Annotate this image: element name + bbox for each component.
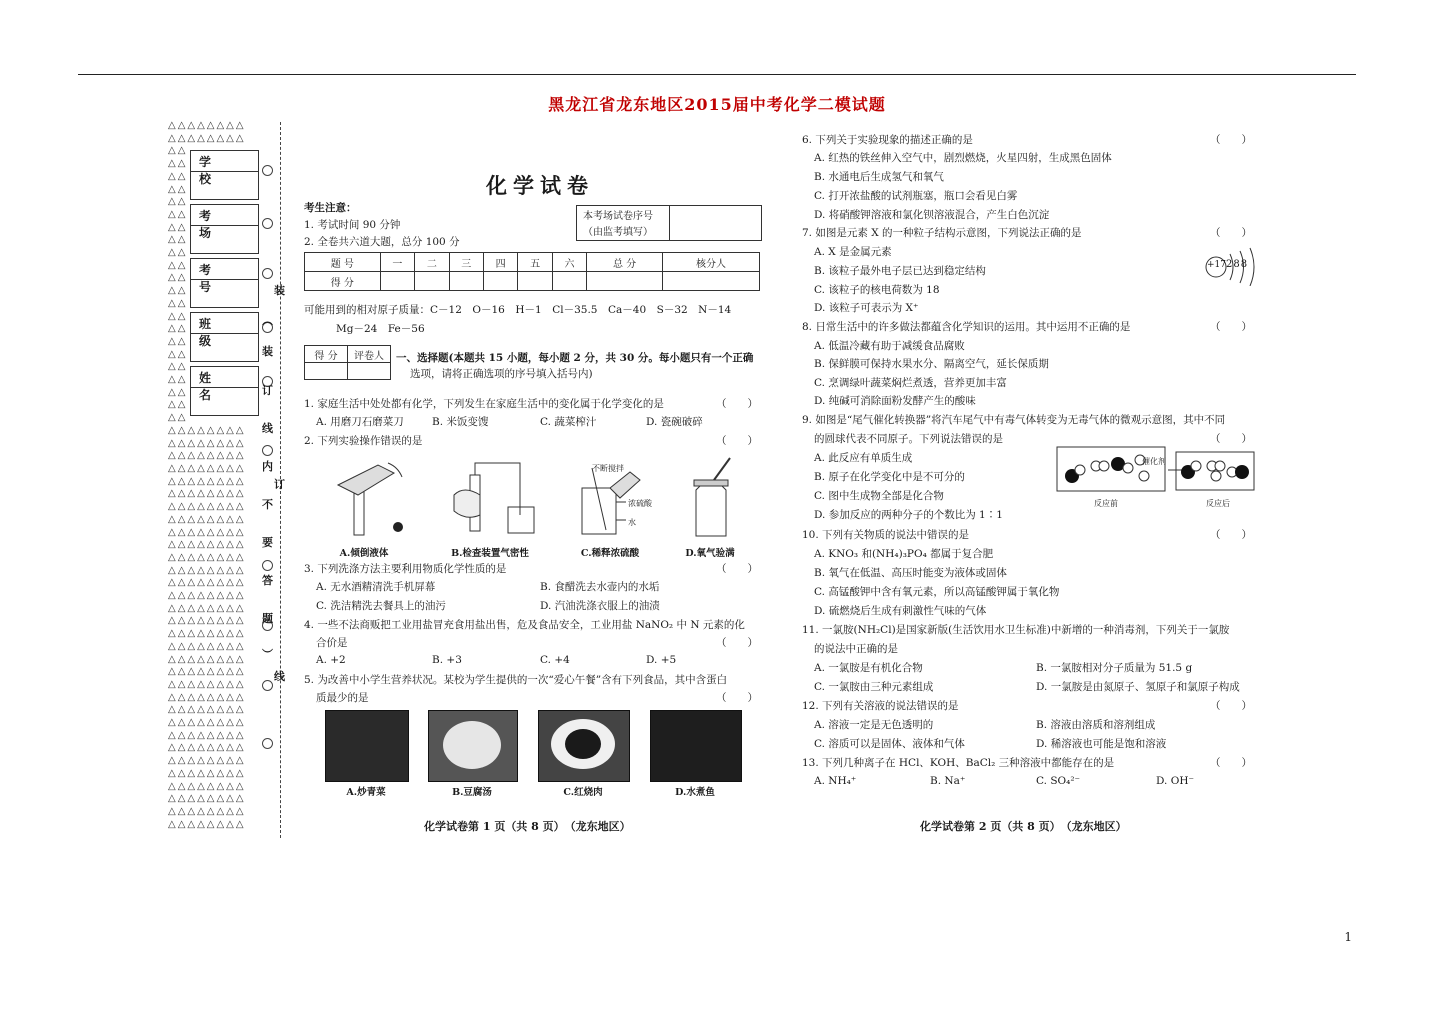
figure-caption: C.红烧肉 — [563, 787, 603, 798]
binding-char: 订 — [274, 478, 285, 491]
score-cell: 题 号 — [305, 253, 381, 272]
option: A. X 是金属元素 — [814, 246, 892, 258]
question-11: 的说法中正确的是 — [814, 643, 898, 655]
option: A. 溶液一定是无色透明的 — [814, 719, 934, 731]
shell-label: 288 — [1226, 259, 1249, 270]
option: B. 米饭变馊 — [432, 416, 489, 428]
page-number: 1 — [1344, 930, 1352, 944]
option: B. +3 — [432, 654, 462, 666]
food-photo — [325, 710, 409, 782]
option: C. 图中生成物全部是化合物 — [814, 490, 944, 502]
before-label: 反应前 — [1094, 499, 1118, 508]
atomic-mass-line: Mg－24 Fe－56 — [336, 323, 425, 335]
after-label: 反应后 — [1206, 499, 1230, 508]
seat-number-box — [576, 205, 762, 241]
binding-hole-icon — [262, 445, 273, 456]
score-cell: 五 — [518, 253, 552, 272]
answer-blank[interactable]: （ ） — [1210, 529, 1252, 541]
option: A. 低温冷藏有助于减缓食品腐败 — [814, 340, 965, 352]
binding-char: 要 — [262, 536, 273, 549]
seat-label: 本考场试卷序号 — [583, 211, 653, 222]
document-title: 黑龙江省龙东地区2015届中考化学二模试题 — [548, 95, 886, 114]
option: D. 稀溶液也可能是饱和溶液 — [1036, 738, 1167, 750]
question-4: 4. 一些不法商贩把工业用盐冒充食用盐出售，危及食品安全，工业用盐 NaNO₂ 中 N 元素的化 — [304, 619, 745, 631]
scorer-cell: 评卷人 — [348, 346, 391, 363]
binding-hole-icon — [262, 218, 273, 229]
answer-blank[interactable]: （ ） — [1210, 227, 1252, 239]
binding-char: 不 — [262, 498, 273, 511]
figure-caption: B.检查装置气密性 — [451, 548, 529, 559]
score-cell: 一 — [380, 253, 414, 272]
option: B. 水通电后生成氢气和氧气 — [814, 171, 944, 183]
answer-blank[interactable]: （ ） — [1210, 757, 1252, 769]
option: B. 该粒子最外电子层已达到稳定结构 — [814, 265, 986, 277]
option: D. 汽油洗涤衣服上的油渍 — [540, 600, 660, 612]
option: C. 洗洁精洗去餐具上的油污 — [316, 600, 446, 612]
option: D. 该粒子可表示为 X⁺ — [814, 302, 919, 314]
score-input[interactable] — [380, 272, 414, 291]
option: D. 将硝酸钾溶液和氯化钡溶液混合，产生白色沉淀 — [814, 209, 1050, 221]
page-footer: 化学试卷第 1 页（共 8 页） （龙东地区） — [424, 820, 631, 833]
scorer-input[interactable] — [348, 363, 391, 380]
option: C. 蔬菜榨汁 — [540, 416, 597, 428]
question-9: 的圆球代表不同原子。下列说法错误的是 — [814, 433, 1003, 445]
figure-caption: D.水煮鱼 — [675, 787, 715, 798]
option: C. 溶质可以是固体、液体和气体 — [814, 738, 965, 750]
question-6: 6. 下列关于实验现象的描述正确的是 — [802, 134, 973, 146]
binding-char: 装 — [262, 345, 273, 358]
top-rule — [78, 74, 1356, 75]
atomic-mass-line: 可能用到的相对原子质量：C－12 O－16 H－1 Cl－35.5 Ca－40 S－32 N－14 — [304, 304, 732, 316]
option: B. 原子在化学变化中是不可分的 — [814, 471, 965, 483]
score-input[interactable] — [587, 272, 663, 291]
section-heading: 一、选择题(本题共 15 小题，每小题 2 分，共 30 分。每小题只有一个正确 — [396, 352, 754, 364]
answer-blank[interactable]: （ ） — [716, 692, 758, 704]
option: A. 无水酒精清洗手机屏幕 — [316, 581, 436, 593]
option: C. SO₄²⁻ — [1036, 775, 1081, 787]
option: C. 高锰酸钾中含有氧元素，所以高锰酸钾属于氧化物 — [814, 586, 1060, 598]
option: D. 瓷碗破碎 — [646, 416, 703, 428]
figure-label: 浓硫酸 — [628, 499, 652, 508]
school-field[interactable]: 学 校 — [190, 150, 259, 200]
binding-hole-icon — [262, 268, 273, 279]
score-cell: 核分人 — [662, 253, 759, 272]
score-input[interactable] — [552, 272, 586, 291]
question-8: 8. 日常生活中的许多做法都蕴含化学知识的运用。其中运用不正确的是 — [802, 321, 1131, 333]
score-table-score-row — [305, 272, 760, 291]
triangle-border-pattern: △△△△△△△△ △△△△△△△△ △△ △△ △△ △△ △△ △△ △△ △△ △△ △△ △△ △△ △△ △△ △△ △△ △△ △△ △△ △△ △△ △△ △△△△△△△△ △△△△△△△△ △△△△△△△△ △△△△△△△△ △△△△△△△△ △△△△△△△△ △△△△△△△△ △△△△△△△△ △△△△△△△△ △△△△△△△△ △△△△△△△△ △△△△△△△△ △△△△△△△△ △△△△△△△△ △△△△△△△△ △△△△△△△△ △△△△△△△△ △△△△△△△△ △△△△△△△△ △△△△△△△△ △△△△△△△△ △△△△△△△△ △△△△△△△△ △△△△△△△△ △△△△△△△△ △△△△△△△△ △△△△△△△△ △△△△△△△△ △△△△△△△△ △△△△△△△△ △△△△△△△△ △△△△△△△△ — [168, 120, 246, 830]
question-1: 1. 家庭生活中处处都有化学，下列发生在家庭生活中的变化属于化学变化的是 — [304, 398, 664, 410]
answer-blank[interactable]: （ ） — [716, 637, 758, 649]
question-2: 2. 下列实验操作错误的是 — [304, 435, 423, 447]
food-photo — [428, 710, 518, 782]
score-table-header-row — [305, 253, 760, 272]
question-3: 3. 下列洗涤方法主要利用物质化学性质的是 — [304, 563, 507, 575]
score-table — [304, 252, 760, 291]
question-5: 5. 为改善中小学生营养状况。某校为学生提供的一次“爱心午餐”含有下列食品，其中含蛋白 — [304, 674, 728, 686]
question-13: 13. 下列几种离子在 HCl、KOH、BaCl₂ 三种溶液中都能存在的是 — [802, 757, 1115, 769]
question-4: 合价是 — [316, 637, 348, 649]
option: C. 烹调绿叶蔬菜焖烂煮透，营养更加丰富 — [814, 377, 1007, 389]
scorer-input[interactable] — [305, 363, 348, 380]
option: A. NH₄⁺ — [814, 775, 857, 787]
reaction-diagram — [1056, 446, 1256, 496]
option: C. 该粒子的核电荷数为 18 — [814, 284, 940, 296]
binding-hole-icon — [262, 560, 273, 571]
score-cell: 得 分 — [305, 272, 381, 291]
question-7: 7. 如图是元素 X 的一种粒子结构示意图，下列说法正确的是 — [802, 227, 1082, 239]
option: A. KNO₃ 和(NH₄)₃PO₄ 都属于复合肥 — [814, 548, 994, 560]
option: B. 食醋洗去水壶内的水垢 — [540, 581, 660, 593]
score-cell: 二 — [415, 253, 449, 272]
option: D. 一氯胺是由氮原子、氢原子和氯原子构成 — [1036, 681, 1240, 693]
exam-number-field[interactable]: 考 号 — [190, 258, 259, 308]
answer-blank[interactable]: （ ） — [716, 435, 758, 447]
binding-char: ︵ — [262, 314, 273, 327]
option: B. Na⁺ — [930, 775, 966, 787]
binding-hole-icon — [262, 165, 273, 176]
option: A. 红热的铁丝伸入空气中，剧烈燃烧，火星四射，生成黑色固体 — [814, 152, 1112, 164]
answer-blank[interactable]: （ ） — [716, 563, 758, 575]
answer-blank[interactable]: （ ） — [1210, 321, 1252, 333]
name-field[interactable]: 姓 名 — [190, 366, 259, 416]
question-11: 11. 一氯胺(NH₂Cl)是国家新版(生活饮用水卫生标准)中新增的一种消毒剂，下列关于一氯胺 — [802, 624, 1230, 636]
answer-blank[interactable]: （ ） — [716, 398, 758, 410]
answer-blank[interactable]: （ ） — [1210, 134, 1252, 146]
figure-caption: A.倾倒液体 — [339, 548, 389, 559]
figure-caption: A.炒青菜 — [346, 787, 386, 798]
exam-room-field[interactable]: 考 场 — [190, 204, 259, 254]
option: D. 硫燃烧后生成有刺激性气味的气体 — [814, 605, 987, 617]
question-9: 9. 如图是“尾气催化转换器”将汽车尾气中有毒气体转变为无毒气体的微观示意图，其中不同 — [802, 414, 1226, 426]
scorer-cell: 得 分 — [305, 346, 348, 363]
question-12: 12. 下列有关溶液的说法错误的是 — [802, 700, 959, 712]
option: D. 参加反应的两种分子的个数比为 1∶1 — [814, 509, 1003, 521]
section-heading: 选项，请将正确选项的序号填入括号内) — [410, 368, 593, 380]
pour-liquid-figure — [318, 455, 410, 543]
nucleus-label: +17 — [1207, 260, 1226, 270]
notice-title: 考生注意： — [304, 202, 357, 214]
binding-char: 题 — [262, 612, 273, 625]
option: C. +4 — [540, 654, 570, 666]
seat-note: （由监考填写） — [583, 227, 653, 238]
scorer-table — [304, 345, 391, 380]
option: B. 一氯胺相对分子质量为 51.5 g — [1036, 662, 1193, 674]
oxygen-test-figure — [680, 456, 740, 544]
page-footer: 化学试卷第 2 页（共 8 页） （龙东地区） — [920, 820, 1127, 833]
question-5: 质最少的是 — [316, 692, 369, 704]
exam-title: 化学试卷 — [486, 174, 594, 198]
binding-char: 线 — [274, 670, 285, 683]
score-cell: 四 — [483, 253, 517, 272]
option: D. +5 — [646, 654, 677, 666]
figure-label: 不断搅拌 — [592, 464, 624, 473]
binding-char: 答 — [262, 574, 273, 587]
food-photo — [650, 710, 742, 782]
score-input[interactable] — [415, 272, 449, 291]
option: D. OH⁻ — [1156, 775, 1195, 787]
option: A. 此反应有单质生成 — [814, 452, 913, 464]
score-input[interactable] — [662, 272, 759, 291]
notice-item: 1. 考试时间 90 分钟 — [304, 219, 401, 231]
binding-char: 线 — [262, 422, 273, 435]
binding-char: 内 — [262, 460, 273, 473]
option: C. 一氯胺由三种元素组成 — [814, 681, 934, 693]
score-input[interactable] — [483, 272, 517, 291]
answer-blank[interactable]: （ ） — [1210, 433, 1252, 445]
score-cell: 六 — [552, 253, 586, 272]
option: A. 一氯胺是有机化合物 — [814, 662, 923, 674]
binding-char: 装 — [274, 284, 285, 297]
binding-char: ︶ — [262, 648, 273, 661]
binding-hole-icon — [262, 680, 273, 691]
option: A. 用磨刀石磨菜刀 — [316, 416, 404, 428]
notice-item: 2. 全卷共六道大题，总分 100 分 — [304, 236, 460, 248]
class-field[interactable]: 班 级 — [190, 312, 259, 362]
question-10: 10. 下列有关物质的说法中错误的是 — [802, 529, 970, 541]
option: B. 溶液由溶质和溶剂组成 — [1036, 719, 1156, 731]
binding-char: 订 — [262, 384, 273, 397]
option: B. 氧气在低温、高压时能变为液体或固体 — [814, 567, 1007, 579]
score-cell: 三 — [449, 253, 483, 272]
figure-caption: D.氧气验满 — [685, 548, 735, 559]
food-photo — [538, 710, 630, 782]
catalyst-label: 催化剂 — [1142, 457, 1166, 466]
answer-blank[interactable]: （ ） — [1210, 700, 1252, 712]
airtight-check-figure — [440, 455, 540, 543]
binding-hole-icon — [262, 738, 273, 749]
score-input[interactable] — [449, 272, 483, 291]
figure-caption: B.豆腐汤 — [452, 787, 492, 798]
figure-caption: C.稀释浓硫酸 — [580, 548, 640, 559]
option: A. +2 — [316, 654, 346, 666]
option: D. 纯碱可消除面粉发酵产生的酸味 — [814, 395, 976, 407]
option: C. 打开浓盐酸的试剂瓶塞，瓶口会看见白雾 — [814, 190, 1018, 202]
score-cell: 总 分 — [587, 253, 663, 272]
option: B. 保鲜膜可保持水果水分、隔离空气，延长保质期 — [814, 358, 1049, 370]
figure-label: 水 — [628, 518, 636, 527]
score-input[interactable] — [518, 272, 552, 291]
